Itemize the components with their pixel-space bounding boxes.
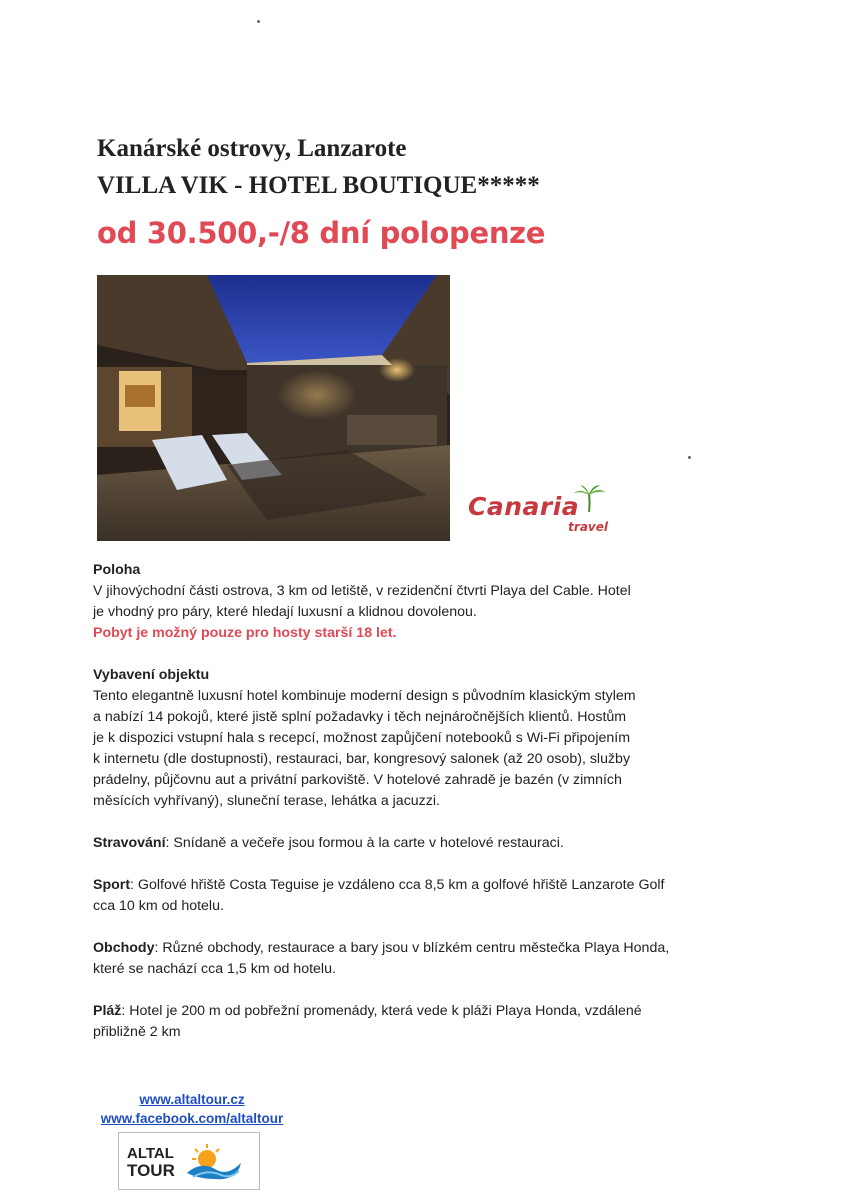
section-stravovani <box>93 833 733 854</box>
altal-logo-line1: ALTAL <box>127 1145 174 1162</box>
scan-speck <box>257 20 260 23</box>
vybaveni-line: Tento elegantně luxusní hotel kombinuje moderní design s původním klasickým stylem <box>93 688 636 704</box>
hotel-description <box>93 560 733 1043</box>
altal-logo-line2: TOUR <box>127 1161 175 1180</box>
section-heading-vybaveni: Vybavení objektu <box>93 667 210 683</box>
sport-text: : Golfové hřiště Costa Teguise je vzdáleno cca 8,5 km a golfové hřiště Lanzarote Golf <box>130 877 665 893</box>
section-vybaveni <box>93 665 733 812</box>
canaria-logo-word: Canaria <box>468 492 580 521</box>
plaz-text: : Hotel je 200 m od pobřežní promenády, která vede k pláži Playa Honda, vzdálené <box>121 1003 642 1019</box>
plaz-label: Pláž <box>93 1003 122 1019</box>
vybaveni-line: k internetu (dle dostupnosti), restauraci, bar, kongresový salonek (až 20 osob), služby <box>93 751 631 767</box>
altal-tour-logo <box>118 1132 260 1190</box>
sport-label: Sport <box>93 877 131 893</box>
website-link[interactable]: www.altaltour.cz <box>139 1092 245 1107</box>
canaria-travel-logo <box>468 486 618 536</box>
section-heading-poloha: Poloha <box>93 562 141 578</box>
age-restriction-notice: Pobyt je možný pouze pro hosty starší 18 let. <box>93 625 397 641</box>
poloha-line: je vhodný pro páry, které hledají luxusní a klidnou dovolenou. <box>93 604 477 620</box>
plaz-line: přibližně 2 km <box>93 1024 181 1040</box>
vybaveni-line: měsících vyhřívaný), sluneční terase, lehátka a jacuzzi. <box>93 793 440 809</box>
obchody-line <box>93 938 733 959</box>
vybaveni-line: a nabízí 14 pokojů, které jistě splní požadavky i těch nejnáročnějších klientů. Hostům <box>93 709 627 725</box>
obchody-label: Obchody <box>93 940 155 956</box>
poloha-line: V jihovýchodní části ostrova, 3 km od letiště, v rezidenční čtvrti Playa del Cable. Hotel <box>93 583 631 599</box>
sport-line: cca 10 km od hotelu. <box>93 898 224 914</box>
contact-links <box>92 1090 292 1128</box>
vybaveni-line: je k dispozici vstupní hala s recepcí, možnost zapůjčení notebooků s Wi-Fi připojením <box>93 730 631 746</box>
price-offer: od 30.500,-/8 dní polopenze <box>97 216 546 250</box>
obchody-text: : Různé obchody, restaurace a bary jsou v blízkém centru městečka Playa Honda, <box>154 940 670 956</box>
stravovani-label: Stravování <box>93 835 166 851</box>
stravovani-text: : Snídaně a večeře jsou formou à la carte v hotelové restauraci. <box>165 835 564 851</box>
obchody-line: které se nachází cca 1,5 km od hotelu. <box>93 961 336 977</box>
section-plaz <box>93 1001 733 1043</box>
sun-wave-icon <box>185 1141 245 1183</box>
vybaveni-line: prádelny, půjčovnu aut a privátní parkoviště. V hotelové zahradě je bazén (v zimních <box>93 772 622 788</box>
canaria-logo-sub: travel <box>568 520 608 534</box>
stravovani-line <box>93 833 733 854</box>
section-obchody <box>93 938 733 980</box>
facebook-link[interactable]: www.facebook.com/altaltour <box>100 1111 284 1126</box>
palm-tree-icon <box>572 484 606 514</box>
page-title-hotel: VILLA VIK - HOTEL BOUTIQUE***** <box>97 172 540 199</box>
section-sport <box>93 875 733 917</box>
hotel-courtyard-photo <box>97 275 450 541</box>
scan-speck <box>688 456 691 459</box>
plaz-line <box>93 1001 733 1022</box>
page-title-destination: Kanárské ostrovy, Lanzarote <box>97 135 407 162</box>
sport-line <box>93 875 733 896</box>
